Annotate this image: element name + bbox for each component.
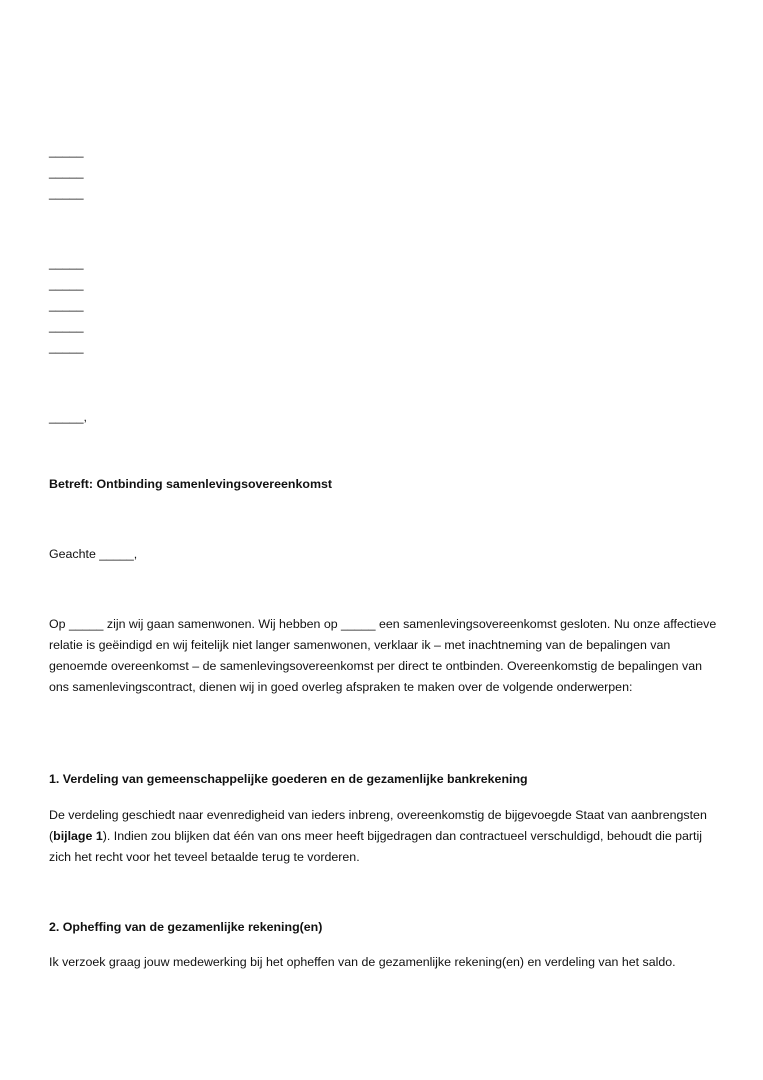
section1-text <box>49 805 721 868</box>
salutation: Geachte _____, <box>49 547 138 561</box>
section1-text-before: De verdeling geschiedt naar evenredigheid van ieders inbreng, overeenkomstig de bijgevoegde Staat van aanbrengsten ( <box>49 808 707 843</box>
intro-text: Op _____ zijn wij gaan samenwonen. Wij hebben op _____ een samenlevingsovereenkomst gesloten. Nu onze affectieve relatie is geëindigd en wij feitelijk niet langer samenwonen, verklaar ik – met inachtneming van de bepalingen van genoemde overeenkomst – de samenlevingsovereenkomst per direct te ontbinden. Overeenkomstig de bepalingen van ons samenlevingscontract, dienen wij in goed overleg afspraken te maken over de volgende onderwerpen: <box>49 617 717 694</box>
sender-line-1: _____ <box>49 144 84 158</box>
section2-heading: 2. Opheffing van de gezamenlijke rekening(en) <box>49 920 323 934</box>
subject-line: Betreft: Ontbinding samenlevingsovereenkomst <box>49 477 332 491</box>
recipient-line-2: _____ <box>49 277 84 291</box>
section1-paragraph <box>49 805 721 868</box>
recipient-line-4: _____ <box>49 319 84 333</box>
recipient-line-1: _____ <box>49 256 84 270</box>
section1-heading: 1. Verdeling van gemeenschappelijke goederen en de gezamenlijke bankrekening <box>49 772 528 786</box>
sender-line-2: _____ <box>49 165 84 179</box>
place-date: _____, <box>49 410 87 424</box>
sender-line-3: _____ <box>49 186 84 200</box>
intro-paragraph <box>49 614 721 698</box>
section1-attachment-ref: bijlage 1 <box>53 829 103 843</box>
recipient-line-3: _____ <box>49 298 84 312</box>
recipient-line-5: _____ <box>49 340 84 354</box>
section2-text: Ik verzoek graag jouw medewerking bij het opheffen van de gezamenlijke rekening(en) en verdeling van het saldo. <box>49 955 676 969</box>
section2-paragraph <box>49 952 721 973</box>
section1-text-after: ). Indien zou blijken dat één van ons meer heeft bijgedragen dan contractueel verschuldigd, behoudt die partij zich het recht voor het teveel betaalde terug te vorderen. <box>49 829 703 864</box>
